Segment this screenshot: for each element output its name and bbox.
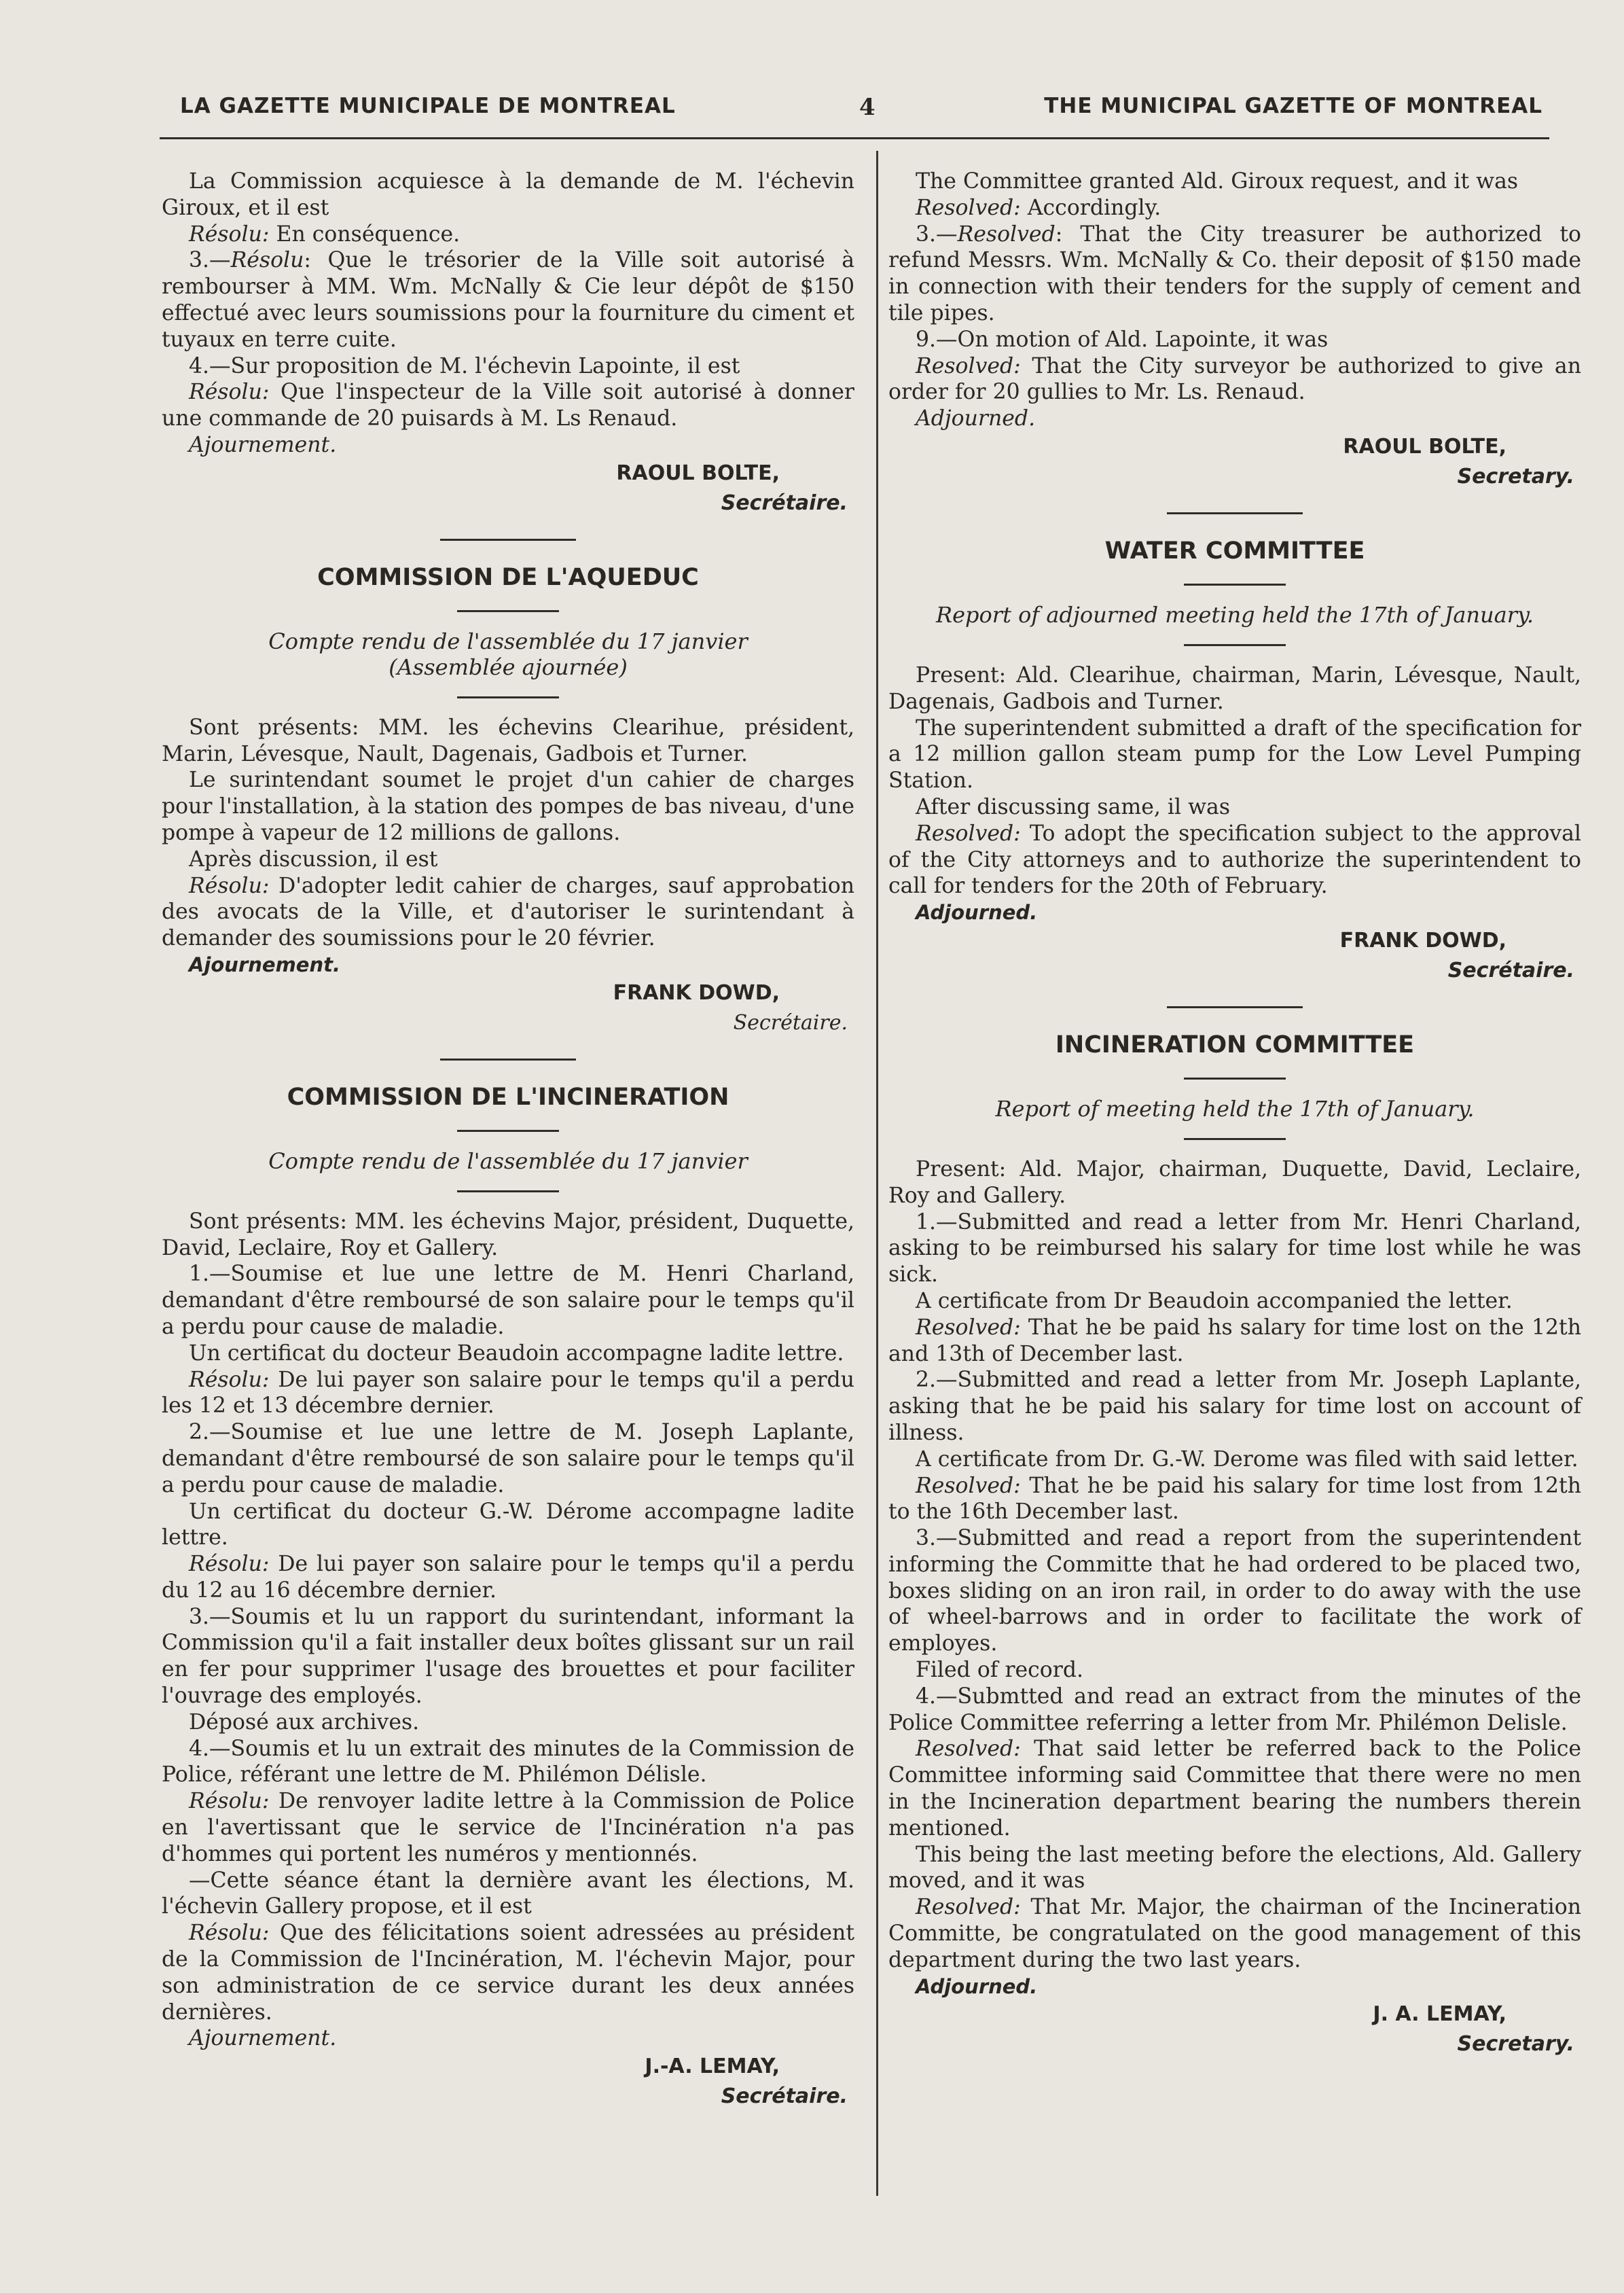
signature-title: Secrétaire.	[721, 491, 848, 515]
paragraph: Sont présents: MM. les échevins Clearihue, président, Marin, Lévesque, Nault, Dagenais, Gadbois et Turner.	[162, 715, 854, 766]
paragraph: Déposé aux archives.	[189, 1709, 420, 1735]
page-number: 4	[859, 94, 876, 121]
page-header	[180, 94, 1542, 126]
incineration-section-en	[888, 1029, 1581, 2060]
paragraph: 9.—On motion of Ald. Lapointe, it was	[916, 327, 1329, 352]
header-english-title: THE MUNICIPAL GAZETTE OF MONTREAL	[1044, 94, 1542, 118]
paragraph: Après discussion, il est	[189, 847, 438, 872]
aqueduc-section	[162, 561, 854, 1038]
paragraph: Resolved: That Mr. Major, the chairman of the Incineration Committe, be congratulated on the good management of this department during the two last years.	[888, 1895, 1581, 1972]
paragraph: 1.—Soumise et lue une lettre de M. Henri Charland, demandant d'être remboursé de son salaire pour le temps qu'il a perdu pour cause de maladie.	[162, 1262, 854, 1339]
paragraph: This being the last meeting before the elections, Ald. Gallery moved, and it was	[888, 1842, 1581, 1894]
paragraph: 1.—Submitted and read a letter from Mr. Henri Charland, asking to be reimbursed his salary for time lost while he was sick.	[888, 1209, 1581, 1287]
paragraph: Filed of record.	[916, 1658, 1084, 1683]
adjournment-note: Adjourned.	[916, 901, 1038, 925]
paragraph: Résolu: De lui payer son salaire pour le temps qu'il a perdu les 12 et 13 décembre dernier.	[162, 1367, 854, 1419]
section-heading: COMMISSION DE L'AQUEDUC	[317, 563, 699, 591]
subheading-rule	[1184, 644, 1286, 646]
adjournment-note: Ajournement.	[189, 2026, 337, 2051]
section-heading: INCINERATION COMMITTEE	[1055, 1031, 1415, 1059]
meeting-subheading: Compte rendu de l'assemblée du 17 janvier	[268, 628, 748, 654]
column-divider	[876, 151, 878, 2196]
paragraph: Résolu: Que des félicitations soient adressées au président de la Commission de l'Incinération, M. l'échevin Major, pour son administration de ce service durant les deux années dernières.	[162, 1921, 854, 2025]
paragraph: Résolu: De lui payer son salaire pour le temps qu'il a perdu du 12 au 16 décembre dernier.	[162, 1552, 854, 1603]
paragraph: Present: Ald. Clearihue, chairman, Marin, Lévesque, Nault, Dagenais, Gadbois and Turner.	[888, 662, 1581, 714]
incineration-section-fr	[162, 1081, 854, 2112]
paragraph: 3.—Résolu: Que le trésorier de la Ville soit autorisé à rembourser à MM. Wm. McNally & Cie leur dépôt de $150 effectué avec leurs soumissions pour la fourniture du ciment et tuyaux en terre cuite.	[162, 248, 854, 352]
paragraph: 4.—Soumis et lu un extrait des minutes de la Commission de Police, référant une lettre de M. Philémon Délisle.	[162, 1736, 854, 1788]
paragraph: 3.—Resolved: That the City treasurer be authorized to refund Messrs. Wm. McNally & Co. their deposit of $150 made in connection with their tenders for the supply of cement and tile pipes.	[888, 221, 1581, 325]
section-divider	[1167, 512, 1303, 514]
paragraph: Resolved: That he be paid hs salary for time lost on the 12th and 13th of December last.	[888, 1315, 1581, 1366]
paragraph: 4.—Submtted and read an extract from the minutes of the Police Committee referring a letter from Mr. Philémon Delisle.	[888, 1684, 1581, 1735]
subheading-rule	[1184, 1138, 1286, 1140]
paragraph: Résolu: D'adopter ledit cahier de charges, sauf approbation des avocats de la Ville, et d'autoriser le surintendant à demander des soumissions pour le 20 février.	[162, 873, 854, 951]
adjournment-note: Ajournement.	[189, 953, 340, 976]
paragraph: The superintendent submitted a draft of the specification for a 12 million gallon steam pump for the Low Level Pumping Station.	[888, 715, 1581, 794]
paragraph: Résolu: En conséquence.	[189, 221, 461, 247]
paragraph: Sont présents: MM. les échevins Major, président, Duquette, David, Leclaire, Roy et Gallery.	[162, 1209, 854, 1260]
section-heading: WATER COMMITTEE	[1104, 537, 1365, 565]
signature-title: Secrétaire.	[721, 2084, 848, 2109]
paragraph: Present: Ald. Major, chairman, Duquette, David, Leclaire, Roy and Gallery.	[888, 1156, 1581, 1208]
section-heading: COMMISSION DE L'INCINERATION	[287, 1083, 729, 1111]
section-divider	[440, 1059, 576, 1061]
heading-rule	[1184, 584, 1286, 586]
paragraph: Resolved: To adopt the specification subject to the approval of the City attorneys and to authorize the superintendent to call for tenders for the 20th of February.	[888, 821, 1581, 899]
section-divider	[1167, 1006, 1303, 1008]
paragraph: Resolved: That he be paid his salary for time lost from 12th to the 16th December last.	[888, 1473, 1581, 1525]
heading-rule	[1184, 1078, 1286, 1080]
meeting-subheading: Report of adjourned meeting held the 17th of January.	[936, 601, 1534, 628]
signature-name: J.-A. LEMAY,	[645, 2055, 780, 2079]
adjournment-note: Ajournement.	[189, 432, 337, 457]
paragraph: The Committee granted Ald. Giroux request, and it was	[916, 169, 1519, 194]
signature-name: RAOUL BOLTE,	[616, 461, 780, 485]
english-column	[888, 168, 1581, 2059]
heading-rule	[457, 610, 559, 612]
paragraph: Un certificat du docteur Beaudoin accompagne ladite lettre.	[189, 1340, 844, 1366]
signature-name: RAOUL BOLTE,	[1343, 434, 1506, 459]
paragraph: Le surintendant soumet le projet d'un cahier de charges pour l'installation, à la station des pompes de bas niveau, d'une pompe à vapeur de 12 millions de gallons.	[162, 768, 854, 845]
paragraph: 3.—Submitted and read a report from the superintendent informing the Committe that he had ordered to be placed two, boxes sliding on an iron rail, in order to do away with the use of wheel-barrows and in order to facilitate the work of employes.	[888, 1526, 1581, 1656]
meeting-subheading-note: (Assemblée ajournée)	[389, 654, 628, 680]
signature-name: FRANK DOWD,	[1339, 928, 1506, 953]
signature-title: Secrétaire.	[733, 1010, 848, 1035]
header-french-title: LA GAZETTE MUNICIPALE DE MONTREAL	[180, 94, 676, 118]
paragraph: 3.—Soumis et lu un rapport du surintendant, informant la Commission qu'il a fait installer deux boîtes glissant sur un rail en fer pour supprimer l'usage des brouettes et pour faciliter l'ouvrage des employés.	[162, 1604, 854, 1709]
subheading-rule	[457, 696, 559, 698]
paragraph: A certificate from Dr. G.-W. Derome was filed with said letter.	[916, 1446, 1578, 1472]
signature-title: Secretary.	[1457, 2032, 1574, 2057]
subheading-rule	[457, 1190, 559, 1192]
paragraph: Resolved: That the City surveyor be authorized to give an order for 20 gullies to Mr. Ls. Renaud.	[888, 353, 1581, 405]
header-rule	[160, 137, 1549, 139]
paragraph: After discussing same, il was	[916, 794, 1230, 819]
finance-minutes-fr	[162, 168, 854, 518]
paragraph: Resolved: Accordingly.	[916, 195, 1161, 220]
finance-minutes-en	[888, 168, 1581, 492]
adjournment-note: Adjourned.	[916, 1974, 1038, 1998]
paragraph: 4.—Sur proposition de M. l'échevin Lapointe, il est	[189, 353, 740, 378]
signature-name: FRANK DOWD,	[613, 980, 780, 1005]
french-column	[162, 168, 854, 2112]
signature-title: Secrétaire.	[1447, 958, 1574, 982]
signature-title: Secretary.	[1457, 464, 1574, 488]
water-committee-section	[888, 535, 1581, 986]
meeting-subheading: Report of meeting held the 17th of January.	[995, 1095, 1475, 1122]
paragraph: Résolu: Que l'inspecteur de la Ville soit autorisé à donner une commande de 20 puisards à M. Ls Renaud.	[162, 380, 854, 431]
paragraph: 2.—Soumise et lue une lettre de M. Joseph Laplante, demandant d'être remboursé de son salaire pour le temps qu'il a perdu pour cause de maladie.	[162, 1420, 854, 1497]
paragraph: Resolved: That said letter be referred back to the Police Committee informing said Committee that there were no men in the Incineration department bearing the numbers therein mentioned.	[888, 1737, 1581, 1841]
adjournment-note: Adjourned.	[916, 406, 1036, 431]
paragraph: Résolu: De renvoyer ladite lettre à la Commission de Police en l'avertissant que le service de l'Incinération n'a pas d'hommes qui portent les numéros y mentionnés.	[162, 1789, 854, 1866]
section-divider	[440, 539, 576, 541]
meeting-subheading: Compte rendu de l'assemblée du 17 janvier	[268, 1148, 748, 1174]
heading-rule	[457, 1130, 559, 1132]
paragraph: A certificate from Dr Beaudoin accompanied the letter.	[916, 1288, 1513, 1313]
paragraph: 2.—Submitted and read a letter from Mr. Joseph Laplante, asking that he be paid his salary for time lost on account of illness.	[888, 1368, 1581, 1445]
paragraph: Un certificat du docteur G.-W. Dérome accompagne ladite lettre.	[162, 1499, 854, 1550]
paragraph: —Cette séance étant la dernière avant les élections, M. l'échevin Gallery propose, et il est	[162, 1868, 854, 1919]
signature-name: J. A. LEMAY,	[1373, 2002, 1506, 2027]
paragraph: La Commission acquiesce à la demande de M. l'échevin Giroux, et il est	[162, 169, 854, 220]
